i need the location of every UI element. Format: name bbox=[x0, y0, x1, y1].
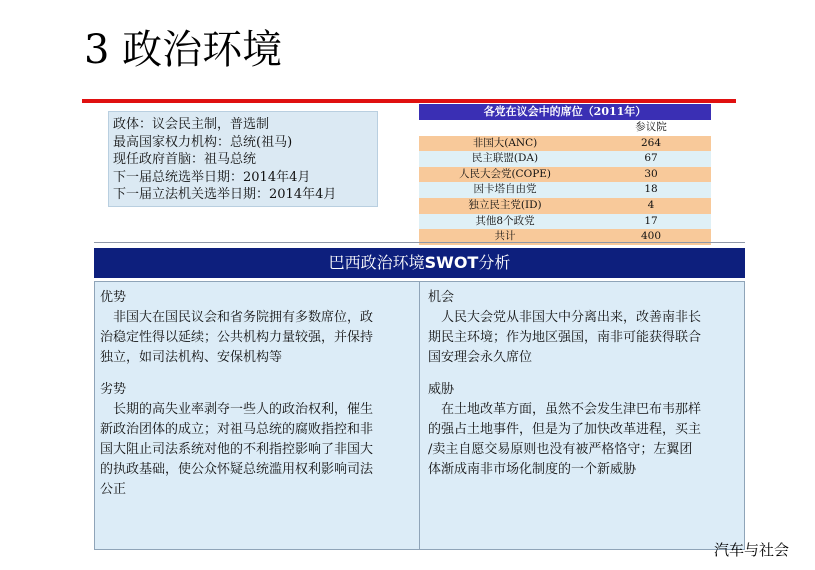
threats-line: 的强占土地事件，但是为了加快改革进程，买主 bbox=[428, 422, 702, 437]
watermark-logo: 汽车与社会 bbox=[714, 541, 790, 559]
table-row bbox=[419, 182, 711, 198]
swot-weaknesses bbox=[100, 380, 373, 500]
threats-line: 体渐成南非市场化制度的一个新威胁 bbox=[428, 462, 637, 477]
party-seats: 4 bbox=[647, 198, 655, 211]
threats-line: /卖主自愿交易原则也没有被严格恪守；左翼团 bbox=[428, 442, 693, 457]
opportunities-line: 人民大会党从非国大中分离出来，改善南非长 bbox=[428, 310, 702, 325]
political-info-box bbox=[108, 111, 378, 207]
opportunities-line: 期民主环境；作为地区强国，南非可能获得联合 bbox=[428, 330, 702, 345]
party-seats-table bbox=[419, 104, 711, 245]
table-row bbox=[419, 198, 711, 214]
strengths-line: 非国大在国民议会和省务院拥有多数席位，政 bbox=[100, 310, 374, 325]
seats-table-header-row bbox=[419, 120, 711, 136]
strengths-line: 独立，如司法机构、安保机构等 bbox=[100, 350, 283, 365]
weaknesses-heading: 劣势 bbox=[100, 382, 127, 397]
threats-line: 在土地改革方面，虽然不会发生津巴布韦那样 bbox=[428, 402, 702, 417]
seats-table-title: 各党在议会中的席位（2011年） bbox=[419, 104, 711, 120]
section-divider bbox=[94, 242, 745, 243]
info-line-government-type: 政体：议会民主制，普选制 bbox=[113, 117, 270, 132]
opportunities-heading: 机会 bbox=[428, 290, 455, 305]
weaknesses-line: 国大阻止司法系统对他的不利指控影响了非国大 bbox=[100, 442, 374, 457]
swot-header bbox=[94, 248, 745, 278]
seats-column-header: 参议院 bbox=[635, 121, 667, 133]
swot-header-bold: SWOT bbox=[424, 253, 479, 272]
weaknesses-line: 的执政基础，使公众怀疑总统滥用权利影响司法 bbox=[100, 462, 374, 477]
info-line-presidential-election: 下一届总统选举日期：2014年4月 bbox=[113, 169, 311, 185]
slide-title: 3 政治环境 bbox=[84, 27, 283, 73]
party-seats: 30 bbox=[644, 167, 658, 180]
party-seats: 17 bbox=[644, 214, 658, 227]
party-seats: 18 bbox=[644, 183, 658, 196]
info-line-supreme-authority: 最高国家权力机构：总统(祖马) bbox=[113, 134, 293, 150]
swot-column-divider bbox=[419, 281, 420, 550]
opportunities-line: 国安理会永久席位 bbox=[428, 350, 533, 365]
party-seats: 400 bbox=[640, 230, 662, 243]
info-line-legislative-election: 下一届立法机关选举日期：2014年4月 bbox=[113, 187, 337, 202]
title-underline bbox=[82, 99, 736, 103]
party-name: 非国大(ANC) bbox=[472, 136, 538, 149]
party-name: 独立民主党(ID) bbox=[468, 198, 542, 211]
threats-heading: 威胁 bbox=[428, 382, 455, 397]
party-name: 共计 bbox=[494, 230, 516, 243]
table-row bbox=[419, 151, 711, 167]
swot-threats bbox=[428, 380, 701, 480]
party-name: 人民大会党(COPE) bbox=[458, 167, 552, 180]
info-line-head-of-government: 现任政府首脑：祖马总统 bbox=[113, 152, 257, 167]
strengths-heading: 优势 bbox=[100, 290, 127, 305]
party-seats: 264 bbox=[640, 136, 662, 149]
weaknesses-line: 长期的高失业率剥夺一些人的政治权利，催生 bbox=[100, 402, 374, 417]
party-name: 其他8个政党 bbox=[475, 214, 535, 227]
swot-header-prefix: 巴西政治环境 bbox=[328, 253, 425, 272]
table-row bbox=[419, 214, 711, 230]
swot-strengths bbox=[100, 288, 373, 368]
weaknesses-line: 新政治团体的成立；对祖马总统的腐败指控和非 bbox=[100, 422, 374, 437]
strengths-line: 治稳定性得以延续；公共机构力量较强，并保持 bbox=[100, 330, 374, 345]
swot-header-suffix: 分析 bbox=[478, 253, 511, 272]
table-row bbox=[419, 136, 711, 152]
party-name: 民主联盟(DA) bbox=[471, 152, 539, 165]
seats-party-header bbox=[419, 120, 591, 136]
weaknesses-line: 公正 bbox=[100, 482, 127, 497]
swot-opportunities bbox=[428, 288, 701, 368]
party-name: 因卡塔自由党 bbox=[473, 183, 537, 196]
party-seats: 67 bbox=[644, 152, 658, 165]
table-row bbox=[419, 167, 711, 183]
